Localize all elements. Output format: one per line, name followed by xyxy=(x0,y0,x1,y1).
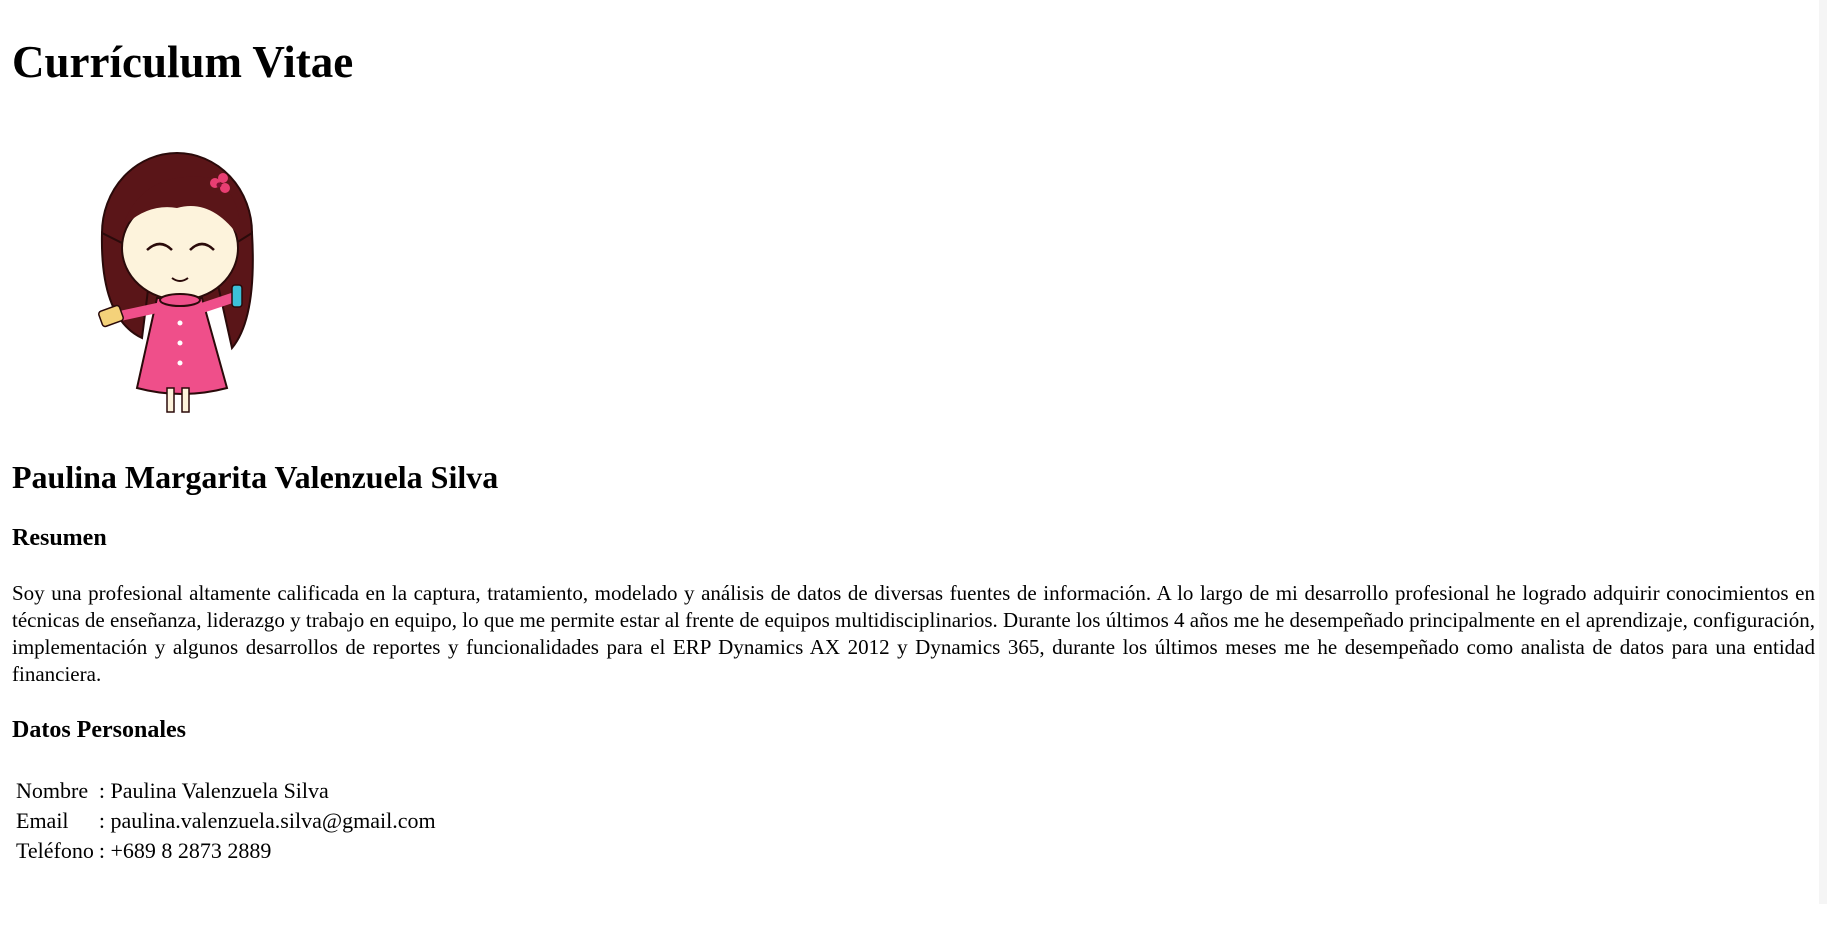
cv-page xyxy=(0,36,1827,868)
girl-avatar-icon xyxy=(82,138,262,418)
row-label: Teléfono xyxy=(16,838,94,863)
personal-data-table xyxy=(11,774,441,868)
table-row xyxy=(16,838,436,864)
row-label: Nombre xyxy=(16,778,89,803)
row-value: : +689 8 2873 2889 xyxy=(98,838,272,863)
page-title: Currículum Vitae xyxy=(12,37,354,87)
row-value: : paulina.valenzuela.silva@gmail.com xyxy=(98,808,436,833)
table-row xyxy=(16,778,436,804)
row-label: Email xyxy=(16,808,69,833)
scrollbar-edge[interactable] xyxy=(1819,0,1827,904)
row-value: : Paulina Valenzuela Silva xyxy=(98,778,329,803)
person-name: Paulina Margarita Valenzuela Silva xyxy=(12,459,499,495)
summary-heading: Resumen xyxy=(12,525,107,551)
summary-text: Soy una profesional altamente calificada en la captura, tratamiento, modelado y análisis de datos de diversas fuentes de información. A lo largo de mi desarrollo profesional he logrado adquirir conocimientos en técnicas de enseñanza, liderazgo y trabajo en equipo, lo que me permite estar al frente de equipos multidisciplinarios. Durante los últimos 4 años me he desempeñado principalmente en el aprendizaje, configuración, implementación y algunos desarrollos de reportes y funcionalidades para el ERP Dynamics AX 2012 y Dynamics 365, durante los últimos meses me he desempeñado como analista de datos para una entidad financiera. xyxy=(12,581,1815,686)
table-row xyxy=(16,808,436,834)
personal-data-heading: Datos Personales xyxy=(12,717,186,743)
